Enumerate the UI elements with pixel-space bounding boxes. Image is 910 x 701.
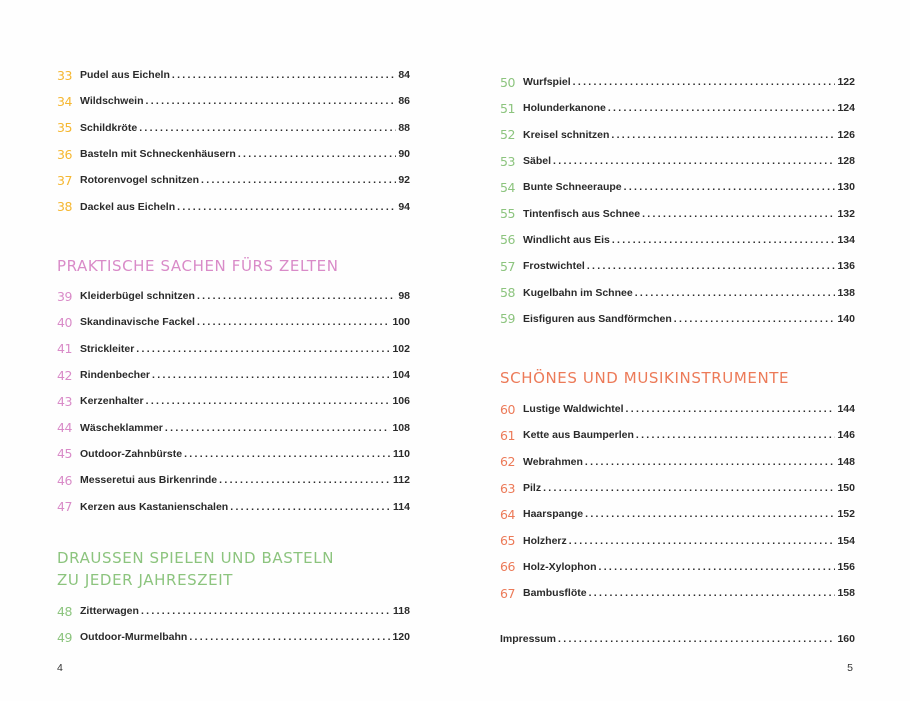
toc-entry[interactable] — [500, 396, 855, 422]
entry-title: Wäscheklammer — [80, 421, 163, 434]
entry-number: 62 — [500, 454, 515, 470]
dot-leader — [589, 587, 836, 599]
entry-page: 124 — [837, 102, 855, 115]
entry-number: 41 — [57, 341, 72, 357]
toc-entry[interactable] — [57, 167, 410, 193]
toc-entry[interactable] — [500, 449, 855, 475]
dot-leader — [553, 155, 835, 167]
toc-entry[interactable] — [57, 493, 410, 519]
dot-leader — [543, 482, 835, 494]
dot-leader — [573, 76, 836, 88]
entry-title: Rotorenvogel schnitzen — [80, 174, 200, 187]
entry-number: 64 — [500, 506, 515, 522]
entry-page: 88 — [398, 121, 410, 134]
entry-page: 120 — [392, 631, 410, 644]
entry-number: 33 — [57, 67, 72, 83]
entry-title: Pudel aus Eicheln — [80, 69, 170, 82]
toc-section-yellow — [57, 62, 410, 220]
entry-page: 106 — [392, 395, 410, 408]
entry-number: 34 — [57, 93, 72, 109]
page-number-left: 4 — [57, 662, 63, 674]
entry-title: Kugelbahn im Schnee — [523, 286, 633, 299]
dot-leader — [238, 148, 397, 160]
entry-title: Basteln mit Schneckenhäusern — [80, 148, 236, 161]
entry-title: Lustige Waldwichtel — [523, 403, 624, 416]
toc-entry[interactable] — [57, 467, 410, 493]
entry-number: 55 — [500, 206, 515, 222]
entry-number: 43 — [57, 393, 72, 409]
entry-page: 100 — [392, 316, 410, 329]
entry-title: Kreisel schnitzen — [523, 128, 610, 141]
entry-title: Wurfspiel — [523, 76, 571, 89]
dot-leader — [197, 316, 390, 328]
entry-page: 114 — [393, 500, 410, 513]
toc-entry[interactable] — [500, 279, 855, 305]
entry-page: 136 — [837, 260, 855, 273]
entry-page: 160 — [837, 633, 855, 646]
dot-leader — [172, 69, 396, 81]
entry-title: Holz-Xylophon — [523, 560, 597, 573]
entry-number: 51 — [500, 100, 515, 116]
entry-title: Haarspange — [523, 508, 584, 521]
entry-page: 134 — [837, 233, 855, 246]
entry-page: 108 — [392, 421, 410, 434]
entry-number: 59 — [500, 311, 515, 327]
entry-page: 98 — [398, 290, 410, 303]
entry-title: Impressum — [500, 633, 557, 646]
toc-entry[interactable] — [57, 336, 410, 362]
toc-entry[interactable] — [57, 283, 410, 309]
entry-title: Strickleiter — [80, 342, 135, 355]
entry-number: 53 — [500, 153, 515, 169]
toc-entry[interactable] — [500, 174, 855, 200]
toc-entry[interactable] — [57, 624, 410, 650]
entry-title: Bunte Schneeraupe — [523, 181, 622, 194]
toc-section-impressum — [500, 626, 855, 652]
toc-entry[interactable] — [57, 88, 410, 114]
toc-entry[interactable] — [500, 122, 855, 148]
dot-leader — [608, 102, 836, 114]
entry-number: 49 — [57, 629, 72, 645]
entry-page: 130 — [837, 181, 855, 194]
entry-page: 148 — [837, 455, 855, 468]
dot-leader — [599, 561, 836, 573]
entry-number: 63 — [500, 480, 515, 496]
dot-leader — [636, 429, 836, 441]
entry-title: Kleiderbügel schnitzen — [80, 290, 195, 303]
toc-entry[interactable] — [57, 193, 410, 219]
entry-page: 94 — [398, 200, 410, 213]
entry-number: 56 — [500, 232, 515, 248]
left-page — [57, 0, 410, 701]
entry-title: Zitterwagen — [80, 605, 139, 618]
entry-title: Schildkröte — [80, 121, 138, 134]
section-heading-line-2: ZU JEDER JAHRESZEIT — [57, 571, 234, 589]
entry-number: 35 — [57, 120, 72, 136]
entry-page: 128 — [837, 155, 855, 168]
toc-entry[interactable] — [500, 69, 855, 95]
toc-entry[interactable] — [500, 306, 855, 332]
entry-number: 65 — [500, 533, 515, 549]
dot-leader — [642, 208, 835, 220]
entry-title: Tintenfisch aus Schnee — [523, 207, 641, 220]
toc-entry[interactable] — [500, 501, 855, 527]
entry-page: 138 — [837, 286, 855, 299]
entry-page: 92 — [398, 174, 410, 187]
entry-number: 37 — [57, 172, 72, 188]
dot-leader — [165, 422, 391, 434]
entry-page: 104 — [392, 369, 410, 382]
entry-number: 67 — [500, 585, 515, 601]
entry-title: Windlicht aus Eis — [523, 233, 610, 246]
dot-leader — [635, 287, 836, 299]
entry-title: Kette aus Baumperlen — [523, 429, 634, 442]
entry-title: Holzherz — [523, 534, 567, 547]
toc-entry[interactable] — [57, 388, 410, 414]
toc-entry[interactable] — [57, 62, 410, 88]
entry-page: 112 — [393, 474, 410, 487]
page-number-right: 5 — [847, 662, 853, 674]
section-heading-outdoor-play — [57, 547, 334, 591]
entry-number: 48 — [57, 603, 72, 619]
entry-title: Dackel aus Eicheln — [80, 200, 176, 213]
toc-entry[interactable] — [500, 148, 855, 174]
entry-page: 150 — [837, 482, 855, 495]
entry-number: 58 — [500, 285, 515, 301]
toc-section-pink — [57, 283, 410, 520]
dot-leader — [146, 95, 397, 107]
toc-entry[interactable] — [57, 141, 410, 167]
entry-number: 57 — [500, 258, 515, 274]
entry-page: 132 — [837, 207, 855, 220]
toc-entry[interactable] — [57, 414, 410, 440]
entry-title: Outdoor-Murmelbahn — [80, 631, 188, 644]
toc-entry[interactable] — [57, 309, 410, 335]
dot-leader — [585, 456, 836, 468]
right-page — [500, 0, 855, 701]
entry-number: 44 — [57, 420, 72, 436]
entry-number: 50 — [500, 74, 515, 90]
toc-section-green-cont — [500, 69, 855, 332]
toc-entry[interactable] — [500, 554, 855, 580]
entry-page: 126 — [837, 128, 855, 141]
dot-leader — [626, 403, 836, 415]
entry-number: 61 — [500, 427, 515, 443]
entry-title: Eisfiguren aus Sandförmchen — [523, 312, 672, 325]
entry-number: 39 — [57, 288, 72, 304]
toc-entry[interactable] — [500, 227, 855, 253]
entry-title: Holunderkanone — [523, 102, 606, 115]
toc-entry[interactable] — [500, 475, 855, 501]
entry-title: Kerzen aus Kastanienschalen — [80, 500, 229, 513]
toc-entry-impressum[interactable] — [500, 626, 855, 652]
entry-page: 110 — [393, 447, 410, 460]
entry-title: Frostwichtel — [523, 260, 585, 273]
dot-leader — [177, 201, 396, 213]
dot-leader — [219, 474, 391, 486]
entry-number: 47 — [57, 499, 72, 515]
entry-title: Skandinavische Fackel — [80, 316, 195, 329]
toc-section-orange — [500, 396, 855, 606]
entry-number: 54 — [500, 179, 515, 195]
entry-page: 158 — [837, 587, 855, 600]
entry-title: Kerzenhalter — [80, 395, 144, 408]
dot-leader — [197, 290, 396, 302]
entry-number: 45 — [57, 446, 72, 462]
dot-leader — [141, 605, 391, 617]
entry-page: 140 — [837, 312, 855, 325]
entry-number: 38 — [57, 199, 72, 215]
toc-entry[interactable] — [500, 253, 855, 279]
dot-leader — [201, 174, 396, 186]
toc-entry[interactable] — [57, 441, 410, 467]
entry-title: Pilz — [523, 482, 542, 495]
toc-entry[interactable] — [57, 598, 410, 624]
dot-leader — [674, 313, 836, 325]
entry-page: 154 — [837, 534, 855, 547]
toc-entry[interactable] — [500, 200, 855, 226]
section-heading-music: SCHÖNES UND MUSIKINSTRUMENTE — [500, 369, 790, 387]
toc-entry[interactable] — [500, 527, 855, 553]
section-heading-camping: PRAKTISCHE SACHEN FÜRS ZELTEN — [57, 257, 339, 275]
entry-page: 86 — [398, 95, 410, 108]
entry-title: Messeretui aus Birkenrinde — [80, 474, 218, 487]
toc-entry[interactable] — [500, 580, 855, 606]
entry-page: 90 — [398, 148, 410, 161]
entry-title: Webrahmen — [523, 455, 583, 468]
entry-number: 60 — [500, 401, 515, 417]
dot-leader — [587, 260, 836, 272]
entry-number: 46 — [57, 472, 72, 488]
entry-number: 40 — [57, 314, 72, 330]
dot-leader — [585, 508, 835, 520]
entry-title: Outdoor-Zahnbürste — [80, 447, 183, 460]
entry-page: 102 — [392, 342, 410, 355]
entry-number: 42 — [57, 367, 72, 383]
entry-number: 36 — [57, 146, 72, 162]
dot-leader — [624, 181, 836, 193]
entry-page: 152 — [837, 508, 855, 521]
dot-leader — [152, 369, 390, 381]
entry-title: Säbel — [523, 155, 552, 168]
entry-page: 122 — [837, 76, 855, 89]
dot-leader — [146, 395, 391, 407]
dot-leader — [230, 501, 391, 513]
entry-page: 146 — [837, 429, 855, 442]
entry-title: Rindenbecher — [80, 369, 151, 382]
dot-leader — [558, 633, 835, 645]
dot-leader — [184, 448, 391, 460]
dot-leader — [569, 535, 836, 547]
section-heading-line-1: DRAUSSEN SPIELEN UND BASTELN — [57, 549, 335, 567]
toc-entry[interactable] — [57, 362, 410, 388]
dot-leader — [611, 129, 835, 141]
entry-number: 66 — [500, 559, 515, 575]
entry-title: Bambusflöte — [523, 587, 587, 600]
entry-number: 52 — [500, 127, 515, 143]
entry-page: 156 — [837, 560, 855, 573]
toc-entry[interactable] — [500, 95, 855, 121]
toc-section-green — [57, 598, 410, 651]
entry-page: 144 — [837, 403, 855, 416]
toc-entry[interactable] — [500, 422, 855, 448]
dot-leader — [136, 343, 390, 355]
toc-entry[interactable] — [57, 115, 410, 141]
entry-title: Wildschwein — [80, 95, 144, 108]
dot-leader — [139, 122, 396, 134]
entry-page: 84 — [398, 69, 410, 82]
entry-page: 118 — [393, 605, 410, 618]
dot-leader — [189, 631, 390, 643]
dot-leader — [612, 234, 836, 246]
